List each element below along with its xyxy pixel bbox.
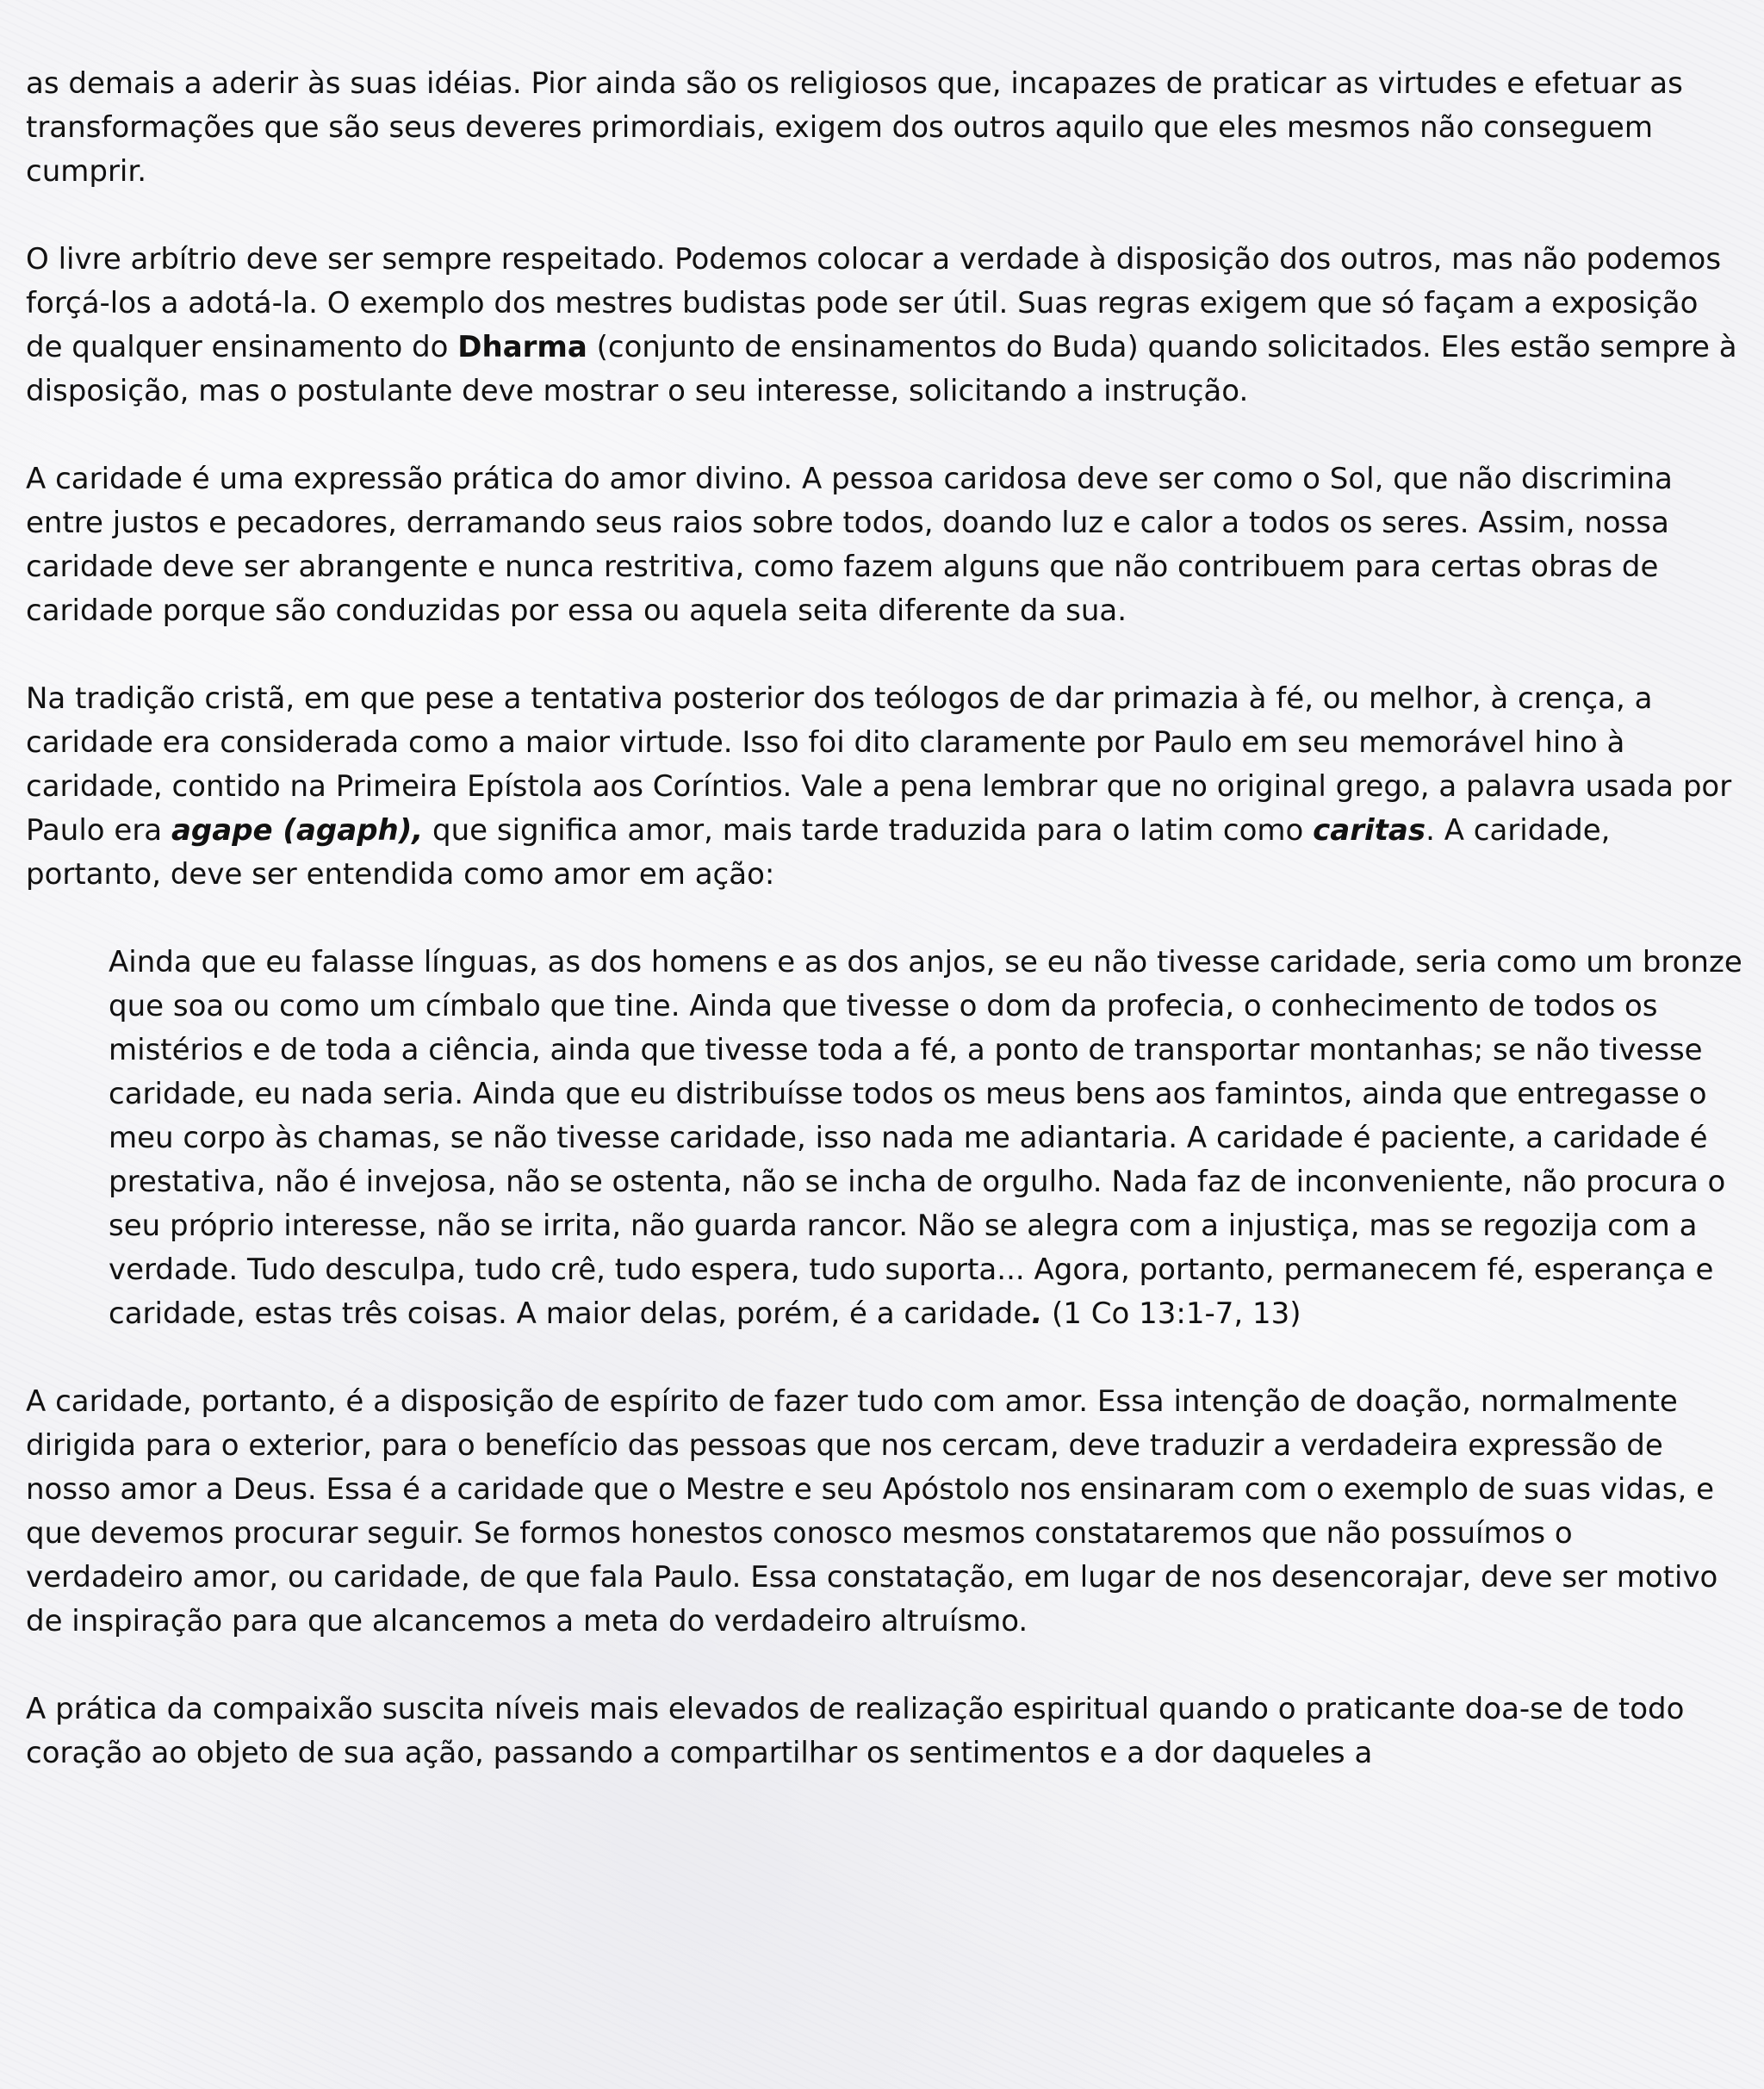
paragraph-religious-impositions: as demais a aderir às suas idéias. Pior ainda são os religiosos que, incapazes de praticar as virtudes e efetuar as transformações que são seus deveres primordiais, exigem dos outros aquilo que eles mesmos não conseguem cumprir. (26, 66, 1683, 189)
paragraph-free-will (26, 238, 1738, 413)
paragraph-christian-tradition-text-1: Na tradição cristã, em que pese a tentativa posterior dos teólogos de dar primazia à fé, ou melhor, à crença, a caridade era considerada como a maior virtude. Isso foi dito claramente por Paulo em seu memorável hino à caridade, contido na Primeira Epístola aos Coríntios. Vale a pena lembrar que no original grego, a palavra usada por Paulo era (26, 681, 1732, 848)
caritas-term: caritas (1313, 813, 1426, 848)
paragraph-free-will-text-1: O livre arbítrio deve ser sempre respeitado. Podemos colocar a verdade à disposição dos outros, mas não podemos forçá-los a adotá-la. O exemplo dos mestres budistas pode ser útil. Suas regras exigem que só façam a exposição de qualquer ensinamento do (26, 242, 1722, 364)
corinthians-quote (109, 941, 1757, 1336)
corinthians-quote-citation: (1 Co 13:1-7, 13) (1042, 1296, 1301, 1331)
paragraph-christian-tradition-text-2: que significa amor, mais tarde traduzida para o latim como (423, 813, 1314, 848)
corinthians-quote-emph-period: . (1031, 1296, 1043, 1331)
dharma-term: Dharma (457, 330, 587, 364)
paragraph-christian-tradition-text-3: . A caridade, portanto, deve ser entendida como amor em ação: (26, 813, 1611, 892)
paragraph-charity-disposition: A caridade, portanto, é a disposição de espírito de fazer tudo com amor. Essa intenção de doação, normalmente dirigida para o exterior, para o benefício das pessoas que nos cercam, deve traduzir a verdadeira expressão de nosso amor a Deus. Essa é a caridade que o Mestre e seu Apóstolo nos ensinaram com o exemplo de suas vidas, e que devemos procurar seguir. Se formos honestos conosco mesmos constataremos que não possuímos o verdadeiro amor, ou caridade, de que fala Paulo. Essa constatação, em lugar de nos desencorajar, deve ser motivo de inspiração para que alcancemos a meta do verdadeiro altruísmo. (26, 1384, 1718, 1638)
paragraph-free-will-text-2: (conjunto de ensinamentos do Buda) quando solicitados. Eles estão sempre à disposição, mas o postulante deve mostrar o seu interesse, solicitando a instrução. (26, 330, 1737, 408)
agape-term: agape (agaph), (171, 813, 424, 848)
paragraph-christian-tradition (26, 677, 1738, 897)
paragraph-compassion-practice: A prática da compaixão suscita níveis mais elevados de realização espiritual quando o praticante doa-se de todo coração ao objeto de sua ação, passando a compartilhar os sentimentos e a dor daqueles a (26, 1692, 1685, 1770)
corinthians-quote-text: Ainda que eu falasse línguas, as dos homens e as dos anjos, se eu não tivesse caridade, seria como um bronze que soa ou como um címbalo que tine. Ainda que tivesse o dom da profecia, o conhecimento de todos os mistérios e de toda a ciência, ainda que tivesse toda a fé, a ponto de transportar montanhas; se não tivesse caridade, eu nada seria. Ainda que eu distribuísse todos os meus bens aos famintos, ainda que entregasse o meu corpo às chamas, se não tivesse caridade, isso nada me adiantaria. A caridade é paciente, a caridade é prestativa, não é invejosa, não se ostenta, não se incha de orgulho. Nada faz de inconveniente, não procura o seu próprio interesse, não se irrita, não guarda rancor. Não se alegra com a injustiça, mas se regozija com a verdade. Tudo desculpa, tudo crê, tudo espera, tudo suporta... Agora, portanto, permanecem fé, esperança e caridade, estas três coisas. A maior delas, porém, é a caridade (109, 945, 1742, 1331)
paragraph-charity-divine-love: A caridade é uma expressão prática do amor divino. A pessoa caridosa deve ser como o Sol, que não discrimina entre justos e pecadores, derramando seus raios sobre todos, doando luz e calor a todos os seres. Assim, nossa caridade deve ser abrangente e nunca restritiva, como fazem alguns que não contribuem para certas obras de caridade porque são conduzidas por essa ou aquela seita diferente da sua. (26, 462, 1673, 628)
